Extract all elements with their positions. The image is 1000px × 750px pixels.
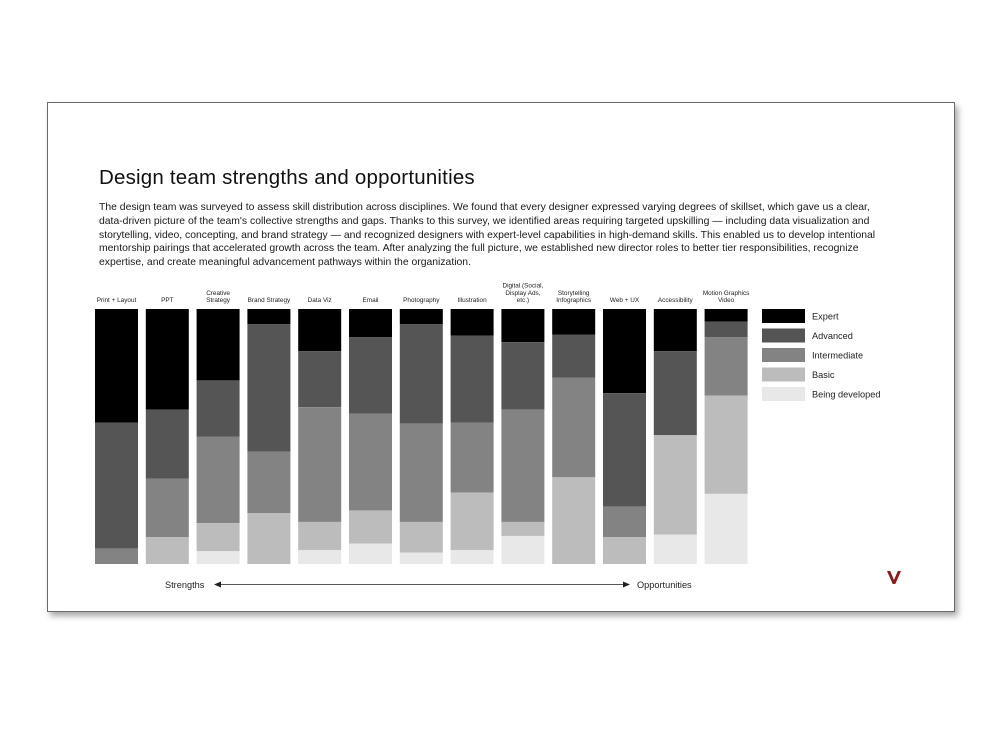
category-label-0-0: Print + Layout: [96, 297, 137, 304]
bar-segment-7-0: [451, 309, 494, 336]
bar-segment-6-4: [400, 553, 443, 564]
axis-label-strengths: Strengths: [165, 580, 205, 590]
bar-segment-5-2: [349, 414, 392, 511]
bar-segment-11-3: [654, 435, 697, 534]
strengths-opportunities-axis: [165, 580, 692, 590]
legend-swatch-3: [762, 368, 805, 382]
bar-segment-1-1: [146, 410, 189, 479]
bar-segment-5-1: [349, 337, 392, 414]
bar-segment-4-1: [298, 351, 341, 407]
axis-label-opportunities: Opportunities: [637, 580, 692, 590]
legend-label-3: Basic: [812, 370, 835, 380]
bar-segment-11-4: [654, 535, 697, 564]
legend: [762, 309, 880, 401]
category-label-2-0: Creative: [206, 289, 230, 297]
legend-label-0: Expert: [812, 311, 839, 322]
description: The design team was surveyed to assess skill distribution across disciplines. We found that every designer expressed varying degrees of skillset, which gave us a clear, data-driven picture of the team's collective strengths and gaps. Thanks to this survey, we identified areas requiring targeted upskilling — including data visualization and storytelling, video, concepting, and brand strategy — and recognized designers with expert-level capabilities in high-demand skills. This enabled us to develop intentional mentorship pairings that accelerated growth across the team. After analyzing the full picture, we established new director roles to better tier responsibilities, recognize expertise, and create meaningful advancement pathways within the organization.: [99, 202, 876, 269]
bar-segment-5-3: [349, 510, 392, 543]
category-label-8-1: Display Ads,: [505, 289, 541, 297]
logo-mark-icon: [886, 569, 902, 585]
bar-segment-0-1: [95, 422, 138, 548]
category-label-12-0: Motion Graphics: [702, 289, 750, 297]
bar-segment-3-1: [247, 324, 290, 452]
bar-segment-2-3: [197, 523, 240, 551]
bar-segment-9-0: [552, 309, 595, 335]
legend-swatch-1: [762, 329, 805, 343]
bar-segment-7-4: [451, 550, 494, 564]
bar-segment-0-0: [95, 309, 138, 422]
bar-segment-10-3: [603, 537, 646, 564]
bar-segment-5-0: [349, 309, 392, 337]
bar-segment-6-0: [400, 309, 443, 324]
legend-label-2: Intermediate: [812, 350, 864, 361]
bar-segment-7-3: [451, 493, 494, 550]
bar-segment-11-1: [654, 351, 697, 435]
legend-swatch-2: [762, 348, 805, 362]
category-label-1-0: PPT: [161, 297, 174, 304]
bar-segment-3-3: [247, 513, 290, 564]
bar-segment-12-0: [705, 309, 748, 322]
bar-segment-9-2: [552, 378, 595, 477]
bar-segment-3-2: [247, 452, 290, 513]
bar-segment-6-3: [400, 522, 443, 553]
bar-segment-6-1: [400, 324, 443, 423]
legend-label-1: Advanced: [812, 331, 853, 341]
category-label-8-0: Digital (Social,: [502, 282, 544, 290]
category-label-3-0: Brand Strategy: [247, 297, 291, 304]
brand-logo: [886, 569, 902, 590]
category-label-5-0: Email: [362, 297, 379, 304]
bar-segment-2-4: [197, 551, 240, 564]
bar-segment-8-4: [501, 536, 544, 564]
bar-segment-12-4: [705, 494, 748, 564]
bar-segment-1-2: [146, 479, 189, 538]
bar-segment-1-0: [146, 309, 189, 410]
bar-segment-8-3: [501, 522, 544, 536]
bar-segment-3-0: [247, 309, 290, 324]
bar-segment-9-3: [552, 477, 595, 564]
category-label-11-0: Accessibility: [657, 297, 693, 304]
bar-segment-12-1: [705, 322, 748, 337]
bar-segment-4-0: [298, 309, 341, 351]
axis-arrow-right: [623, 582, 630, 588]
category-label-6-0: Photography: [403, 297, 440, 304]
legend-swatch-4: [762, 387, 805, 401]
legend-label-4: Being developed: [812, 389, 881, 400]
category-label-8-2: etc.): [516, 297, 530, 304]
bar-segment-4-2: [298, 407, 341, 522]
category-label-7-0: Illustration: [457, 297, 487, 304]
bar-segment-7-1: [451, 336, 494, 423]
bar-segment-8-2: [501, 410, 544, 522]
bar-segment-9-1: [552, 335, 595, 378]
bar-segment-1-3: [146, 537, 189, 564]
stacked-bar-chart: [48, 103, 954, 611]
page-title: Design team strengths and opportunities: [99, 166, 475, 189]
axis-arrow-left: [214, 582, 221, 588]
slide: [47, 102, 955, 612]
category-label-9-1: Infographics: [556, 297, 592, 304]
bar-segment-2-2: [197, 437, 240, 524]
legend-swatch-0: [762, 309, 805, 323]
bars-group: [95, 309, 748, 564]
bar-segment-12-3: [705, 396, 748, 494]
bar-segment-4-3: [298, 522, 341, 550]
category-label-9-0: Storytelling: [557, 289, 590, 297]
bar-segment-2-0: [197, 309, 240, 380]
bar-segment-7-2: [451, 422, 494, 492]
category-labels: [97, 283, 750, 304]
bar-segment-10-1: [603, 393, 646, 506]
bar-segment-10-0: [603, 309, 646, 393]
bar-segment-8-1: [501, 342, 544, 410]
category-label-2-1: Strategy: [206, 297, 231, 304]
bar-segment-4-4: [298, 550, 341, 564]
bar-segment-10-2: [603, 507, 646, 538]
bar-segment-11-0: [654, 309, 697, 351]
bar-segment-8-0: [501, 309, 544, 342]
bar-segment-0-2: [95, 549, 138, 564]
bar-segment-12-2: [705, 337, 748, 396]
category-label-4-0: Data Viz: [307, 297, 332, 304]
bar-segment-6-2: [400, 424, 443, 522]
category-label-12-1: Video: [717, 297, 735, 304]
bar-segment-5-4: [349, 544, 392, 564]
bar-segment-2-1: [197, 380, 240, 436]
category-label-10-0: Web + UX: [609, 297, 640, 304]
